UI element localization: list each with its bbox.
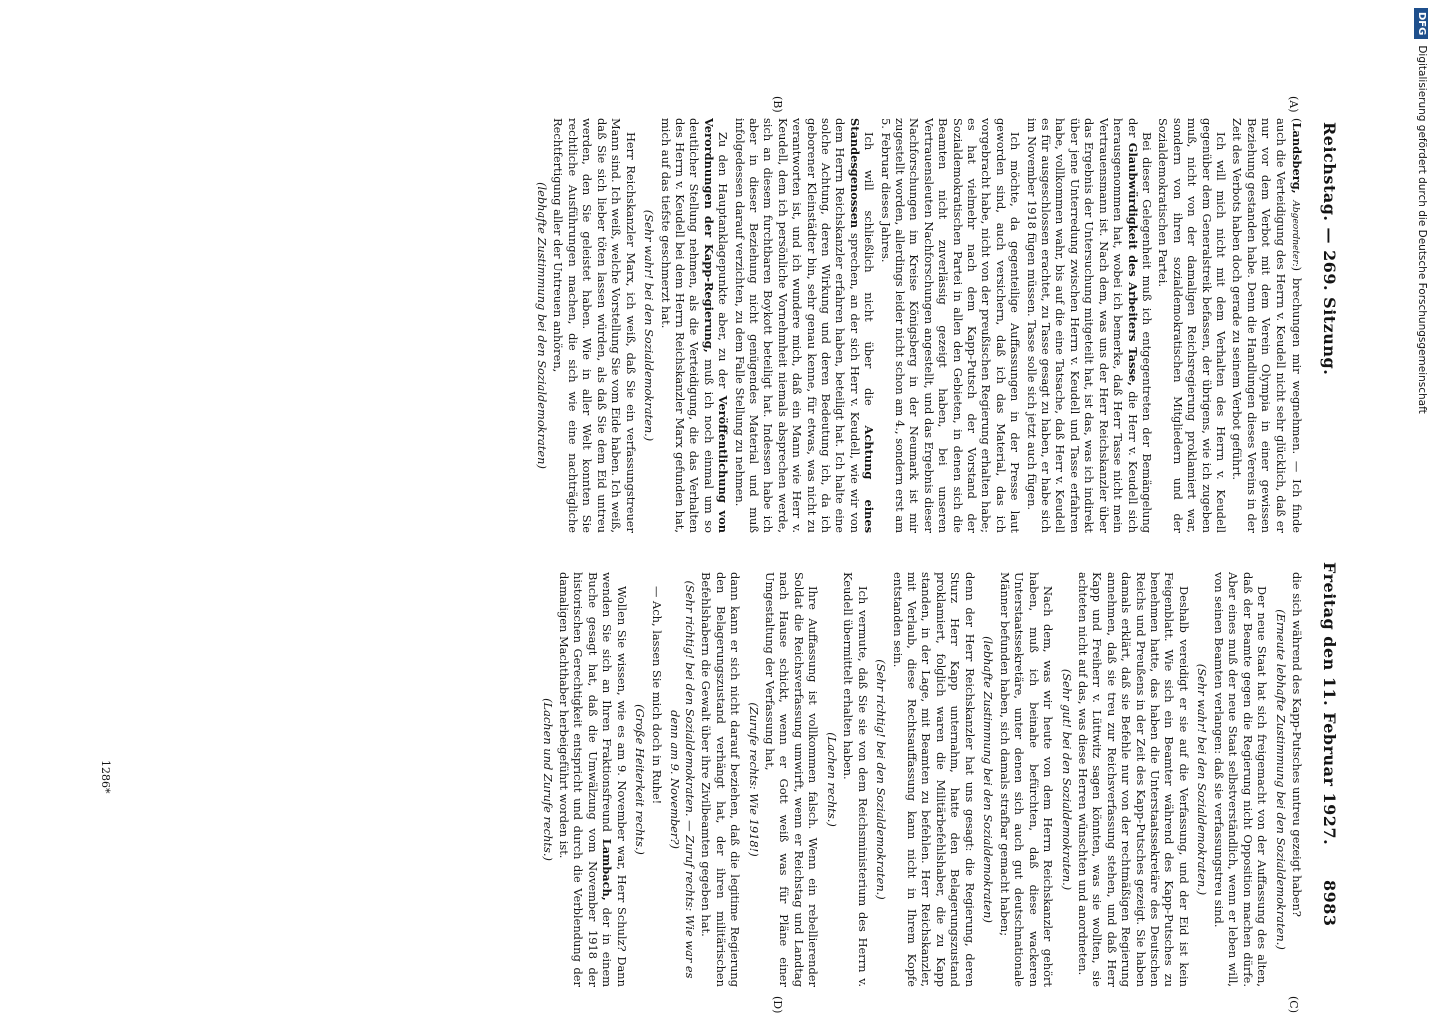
paragraph: denn der Herr Reichskanzler hat uns gesagt: die Regierung, deren Sturz Herr Kapp unternahm, hatte den Belagerungszustand proklamiert, folglich waren die Militärbefehlshaber, die zu Kapp standen, in der Lage, mit Beamten zu befehlen. Herr Reichskanzler, mit Verlaub, diese Rechtsauffassung kann nicht in Ihrem Kopfe entstanden sein. — [890, 572, 977, 987]
paragraph-text: brechungen mir wegnehmen. — Ich finde auch die Verteidigung des Herrn v. Keudell nicht sehr glücklich, daß er nur vor dem Verbot mit dem Verein Olympia in einer gewissen Beziehung gestanden habe. Denn die Handlungen dieses Vereins in der Zeit des Verbots haben doch gerade zu seinem Verbot geführt. — [1230, 118, 1304, 533]
interjection: (Sehr wahr! bei den Sozialdemokraten.) — [1195, 663, 1210, 896]
paragraph — [1024, 118, 1154, 533]
paragraph-text: der in einem Buche gesagt hat, daß die Umwälzung vom November 1918 der historischen Gerechtigkeit entspricht und durch die Verblendung der damaligen Machthaber herbeigeführt worden ist. — [557, 572, 615, 987]
dfg-logo: DFG — [1414, 8, 1428, 39]
paragraph: Ich möchte, da gegenteilige Auffassungen in der Presse laut geworden sind, auch versichern, daß ich das Material, das ich vorgebracht habe, nicht von der preußischen Regierung erhalten habe; es hat vielmehr nach dem Kapp-Putsch der Vorstand der Sozialdemokratischen Partei in allen den Gebieten, in denen sich die Beamten nicht zuverlässig gezeigt haben, bei unseren Vertrauensleuten Nachforschungen angestellt, und das Ergebnis dieser Nachforschungen im Kreise Königsberg in der Neumark ist mir zugestellt worden, allerdings leider nicht schon am 4., sondern erst am 5. Februar dieses Jahres. — [878, 118, 1023, 533]
margin-mark-c: (C) — [1287, 996, 1300, 1013]
header-session: Reichstag. — 269. Sitzung. — [1320, 122, 1339, 376]
paragraph: (Landsberg, Abgeordneter:) brechungen mir wegnehmen. — Ich finde auch die Verteidigung des Herrn v. Keudell nicht sehr glücklich, daß er nur vor dem Verbot mit dem Verein Olympia in einer gewissen Beziehung gestanden habe. Denn die Handlungen dieses Vereins in der Zeit des Verbots haben doch gerade zu seinem Verbot geführt. — [1230, 118, 1304, 533]
margin-mark-d: (D) — [771, 996, 784, 1013]
interjection: (Sehr gut! bei den Sozialdemokraten.) — [1059, 668, 1074, 891]
paragraph: Ich vermute, daß Sie sie von dem Reichsministerium des Herrn v. Keudell übermittelt erhalten haben. — [841, 572, 870, 987]
paragraph: Ich will mich nicht mit dem Verhalten des Herrn v. Keudell gegenüber dem Generalstreik befassen, der übrigens, wie ich zugeben muß, nicht von der damaligen Reichsregierung proklamiert war, sondern von ihren sozialdemokratischen Mitgliedern und der Sozialdemokratischen Partei. — [1156, 118, 1228, 533]
running-header — [1315, 0, 1339, 1000]
margin-mark-b: (B) — [771, 96, 784, 113]
interjection: (Sehr richtig! bei den Sozialdemokraten.) — [874, 659, 889, 900]
interjection: (Zurufe rechts: Wie 1918!) — [746, 702, 761, 857]
interjection: (lebhafte Zustimmung bei den Sozialdemokraten) — [981, 636, 996, 923]
paragraph-text: Wollen Sie wissen, wie es am 9. November war, Herr Schulz? Dann wenden Sie sich an Ihren Fraktionsfreund — [600, 572, 629, 987]
paragraph: — Ach, lassen Sie mich doch in Ruhe! — [649, 586, 664, 805]
emphasis: Veröffentlichung von Verordnungen der Kapp-Regierung, — [701, 118, 731, 533]
paragraph — [658, 118, 730, 533]
paragraph-text: Bei dieser Gelegenheit muß ich entgegentreten der Bemängelung der — [1125, 118, 1154, 533]
speaker-name: Landsberg, — [1290, 122, 1304, 194]
emphasis: Lambach, — [600, 838, 615, 901]
paragraph: dann kann er sich nicht darauf beziehen, daß die legitime Regierung den Belagerungszustand verhängt hat, der ihren militärischen Befehlshabern die Gewalt über ihre Zivilbeamten gegeben hat. — [699, 572, 743, 987]
speaker-role: Abgeordneter: — [1290, 200, 1300, 267]
paragraph — [732, 118, 876, 533]
paragraph-text: Zu den Hauptanklagepunkte aber, zu der — [716, 132, 731, 389]
emphasis: Glaubwürdigkeit des Arbeiters Tasse, — [1125, 142, 1140, 386]
paragraph: Ihre Auffassung ist vollkommen falsch. Wenn ein rebellierender Soldat die Reichsverfassung umwirft, wenn er Reichstag und Landtag nach Hause schickt, wenn er Gott weiß was für Pläne einer Umgestaltung der Verfassung hat, — [763, 572, 821, 987]
digitization-credit — [1413, 8, 1431, 992]
paragraph-text: muß ich noch einmal um so deutlicher Stellung nehmen, als die Verteidigung, die das Verhalten des Herrn v. Keudell bei dem Herrn Reichskanzler Marx gefunden hat, mich auf das tiefste geschmerzt hat. — [658, 118, 716, 533]
emphasis: Achtung eines Standesgenossen — [847, 118, 877, 533]
interjection: (Lachen und Zurufe rechts.) — [540, 698, 555, 861]
paragraph: Deshalb vereidigt er sie auf die Verfassung, und der Eid ist kein Feigenblatt. Wie sich ein Beamter während des Kapp-Putsches zu benehmen hatte, das haben die Unterstaatssekretäre des Deutschen Reichs und Preußens in der Zeit des Kapp-Putsches gezeigt. Sie haben damals erklärt, daß sie Befehle nur von der rechtmäßigen Regierung annehmen, daß sie treu zur Reichsverfassung stehen, und daß Herr Kapp und Freiherr v. Lüttwitz sagen könnten, was sie wollten, sie achteten nicht auf das, was diese Herren wünschten und anordneten. — [1075, 572, 1191, 987]
printer-signature: 1286* — [99, 760, 112, 794]
interjection: (Erneute lebhafte Zustimmung bei den Sozialdemokraten.) — [1273, 609, 1288, 950]
interjection: (Sehr wahr! bei den Sozialdemokraten.) — [642, 209, 657, 442]
paragraph-text: sprechen, an der sich Herr v. Keudell, wie wir von dem Herrn Reichskanzler erfahren haben, beteiligt hat. Ich halte eine solche Achtung, deren Wirkung und deren Bedeutung ich, da ich geborener Kleinstädter bin, sehr genau kenne, für etwas, was nicht zu verantworten ist, und ich wundere mich, daß ein Mann wie Herr v. Keudell, dem ich persönliche Vornehmheit niemals absprechen werde, sich an diesem furchtbaren Boykott beteiligt hat. Indessen habe ich aber in dieser Beziehung nicht genügendes Material und muß infolgedessen darauf verzichten, zu dem Falle Stellung zu nehmen. — [732, 118, 862, 533]
paragraph — [557, 572, 629, 987]
interjection: (Sehr richtig! bei den Sozialdemokraten. — Zuruf rechts: Wie war es denn am 9. November?) — [668, 580, 697, 979]
credit-text: Digitalisierung gefördert durch die Deutsche Forschungsgemeinschaft — [1416, 45, 1428, 414]
right-column — [104, 572, 1304, 987]
margin-mark-a: (A) — [1287, 96, 1300, 113]
paragraph: die sich während des Kapp-Putsches untreu gezeigt haben? — [1290, 572, 1304, 917]
interjection: (lebhafte Zustimmung bei den Sozialdemokraten) — [535, 182, 550, 469]
interjection: (Große Heiterkeit rechts.) — [633, 704, 648, 855]
paragraph: Nach dem, was wir heute von dem Herrn Reichskanzler gehört haben, muß ich beinahe befürchten, daß diese wackeren Unterstaatssekretäre, unter denen sich auch gut deutschnationale Männer befunden haben, sich damals strafbar gemacht haben; — [997, 572, 1055, 987]
paragraph: Der neue Staat hat sich freigemacht von der Auffassung des alten, daß der Beamte gegen die Regierung nicht Opposition machen dürfe. Aber eines muß der neue Staat selbstverständlich, wenn er leben will, von seinen Beamten verlangen: daß sie verfassungstreu sind. — [1211, 572, 1269, 987]
header-page-number: 8983 — [1320, 880, 1339, 927]
left-column — [104, 118, 1304, 533]
paragraph-text: Ich will schließlich nicht über die — [862, 132, 877, 406]
paragraph: Herr Reichskanzler Marx, ich weiß, daß Sie ein verfassungstreuer Mann sind. Ich weiß, welche Vorstellung Sie vom Eide haben. Ich weiß, daß Sie sich lieber töten lassen würden, als daß Sie dem Eid untreu werden, den Sie geleistet haben. Wie in aller Welt konnten Sie rechtliche Ausführungen machen, die sich wie eine nachträgliche Rechtfertigung aller der Untreuen anhören, — [551, 118, 638, 533]
header-date: Freitag den 11. Februar 1927. — [1320, 562, 1339, 846]
paragraph-text: die Herr v. Keudell sich herausgenommen hat, wobei ich bemerke, daß Herr Tasse nicht mein Vertrauensmann ist. Nach dem, was uns der Herr Reichskanzler über das Ergebnis der Untersuchung mitgeteilt hat, ist das, was ich indirekt über jene Unterredung zwischen Herrn v. Keudell und Tasse erfahren habe, vollkommen wahr, bis auf die eine Tatsache, daß Herr v. Keudell es für ausgeschlossen erachtet, zu Tasse gesagt zu haben, er habe sich im November 1918 fügen müssen. Tasse solle sich jetzt auch fügen. — [1024, 118, 1140, 533]
interjection: (Lachen rechts.) — [824, 732, 839, 827]
